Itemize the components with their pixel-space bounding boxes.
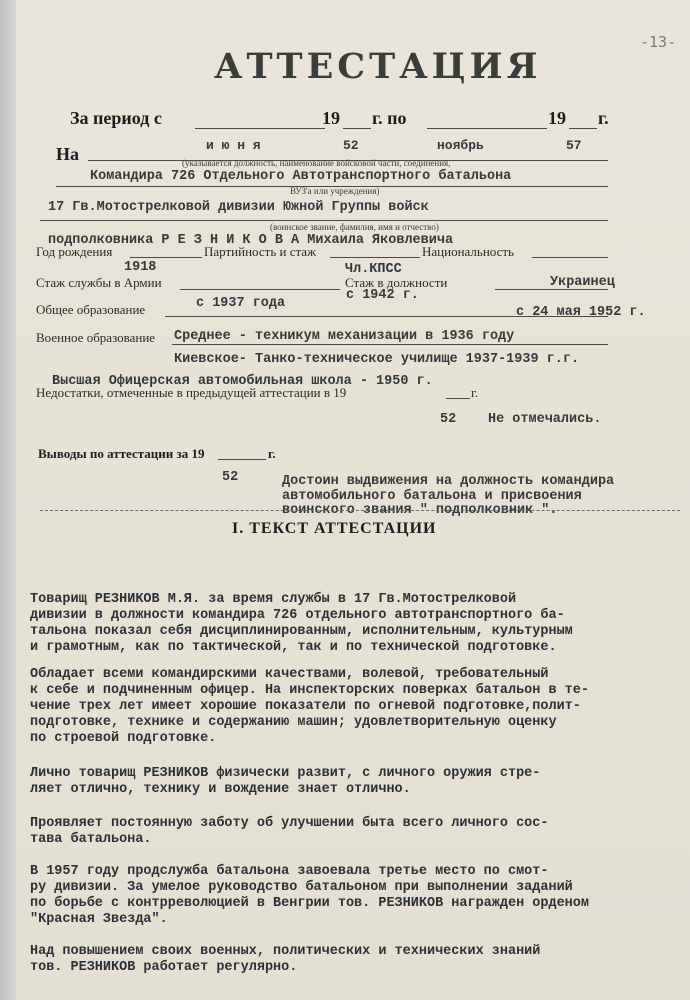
paragraph-line: дивизии в должности командира 726 отдельного автотранспортного ба- [30,608,565,623]
position-service-line [495,289,608,290]
conclusions-year: 52 [222,470,239,485]
paragraph-line: Товарищ РЕЗНИКОВ М.Я. за время службы в 17 Гв.Мотострелковой [30,592,517,607]
hint-name: (воинское звание, фамилия, имя и отчество) [270,222,439,232]
conclusions-text-1: Достоин выдвижения на должность командира [282,474,615,489]
paragraph-line: к себе и подчиненным офицер. На инспекторских поверках батальон в те- [30,683,589,698]
period-label-mid: г. по [372,108,407,128]
birth-year-value: 1918 [124,260,157,275]
period-label-end: г. [598,108,609,128]
nationality-value: Украинец [550,275,615,290]
person-name: подполковника Р Е З Н И К О В А Михаила Яковлевича [48,233,454,248]
paragraph-line: Проявляет постоянную заботу об улучшении быта всего личного сос- [30,816,549,831]
military-edu-line [172,344,608,345]
page-number: -13- [640,33,677,51]
period-year-prefix-1: 19 [322,108,340,128]
section-heading: I. ТЕКСТ АТТЕСТАЦИИ [232,520,437,537]
period-year-to: 57 [566,138,582,153]
military-edu-value-1: Киевское- Танко-техническое училище 1937-1939 г.г. [174,352,580,367]
period-line-2 [343,128,371,129]
period-month-from: и ю н я [206,138,261,153]
paragraph-2 [30,667,685,747]
shortcomings-value: Не отмечались. [488,412,602,427]
nationality-label: Национальность [422,244,514,259]
party-since-value: с 1942 г. [346,288,419,303]
paragraph-line: "Красная Звезда". [30,912,168,927]
shortcomings-label-end: г. [471,385,479,400]
conclusions-label: Выводы по аттестации за 19 [38,446,205,461]
page-edge-shadow [0,0,16,1000]
period-year-from: 52 [343,138,359,153]
period-line-4 [569,128,597,129]
conclusions-text-2: автомобильного батальона и присвоения [282,489,582,504]
paragraph-line: тов. РЕЗНИКОВ работает регулярно. [30,960,298,975]
position-line-1: Командира 726 Отдельного Автотранспортного батальона [90,169,512,184]
position-service-label: Стаж в должности [345,275,448,290]
na-label: На [56,144,80,164]
army-since-value: с 1937 года [196,296,286,311]
army-service-label: Стаж службы в Армии [36,275,162,290]
period-label-start: За период с [70,108,162,128]
birth-year-label: Год рождения [36,244,113,259]
party-line [330,257,420,258]
paragraph-line: Обладает всеми командирскими качествами, волевой, требовательный [30,667,549,682]
paragraph-6 [30,944,685,976]
section-divider [40,510,680,511]
conclusions-text-3: воинского звания " подполковник ". [282,503,558,518]
party-value: Чл.КПСС [345,262,402,277]
paragraph-line: Лично товарищ РЕЗНИКОВ физически развит, с личного оружия стре- [30,766,541,781]
shortcomings-label: Недостатки, отмеченные в предыдущей аттестации в 19 [36,385,347,400]
birth-year-line [130,257,202,258]
military-edu-label: Военное образование [36,330,156,345]
position-underline-2 [40,220,608,221]
paragraph-5 [30,864,685,928]
paragraph-line: тава батальона. [30,832,152,847]
paragraph-line: ру дивизии. За умелое руководство батальоном при выполнении заданий [30,880,573,895]
shortcomings-year: 52 [440,412,457,427]
paragraph-line: подготовке, технике и содержанию машин; удовлетворительную оценку [30,715,557,730]
paragraph-line: Над повышением своих военных, политических и технических знаний [30,944,541,959]
paragraph-line: и грамотным, как по тактической, так и по технической подготовке. [30,640,557,655]
position-since-value: с 24 мая 1952 г. [516,305,646,320]
conclusions-line [218,459,266,460]
period-month-to: ноябрь [437,138,484,153]
paragraph-line: тальона показал себя дисциплинированным, исполнительным, культурным [30,624,573,639]
paragraph-line: по борьбе с контрреволюцией в Венгрии тов. РЕЗНИКОВ награжден орденом [30,896,589,911]
nationality-line [532,257,608,258]
hint-position: (указывается должность, наименование войсковой части, соединения, [182,158,451,168]
page-title: АТТЕСТАЦИЯ [214,46,542,87]
paragraph-line: ляет отлично, технику и вождение знает отлично. [30,782,411,797]
shortcomings-line [446,398,470,399]
party-label: Партийность и стаж [204,244,317,259]
paragraph-line: по строевой подготовке. [30,731,217,746]
general-edu-line [165,316,608,317]
paragraph-1 [30,592,685,656]
general-edu-label: Общее образование [36,302,146,317]
period-line-3 [427,128,547,129]
paragraph-line: чение трех лет имеет хорошие показатели по огневой подготовке,полит- [30,699,581,714]
period-line-1 [195,128,325,129]
paragraph-4 [30,816,685,848]
army-service-line [180,289,340,290]
hint-vuz: ВУЗ'а или учреждения) [290,186,380,196]
paragraph-line: В 1957 году продслужба батальона завоевала третье место по смот- [30,864,549,879]
period-year-prefix-2: 19 [548,108,566,128]
paragraph-3 [30,766,685,798]
position-line-2: 17 Гв.Мотострелковой дивизии Южной Группы войск [48,200,429,215]
military-edu-value-2: Высшая Офицерская автомобильная школа - 1950 г. [52,374,433,389]
conclusions-label-end: г. [268,446,276,461]
general-edu-value: Среднее - техникум механизации в 1936 году [174,329,515,344]
